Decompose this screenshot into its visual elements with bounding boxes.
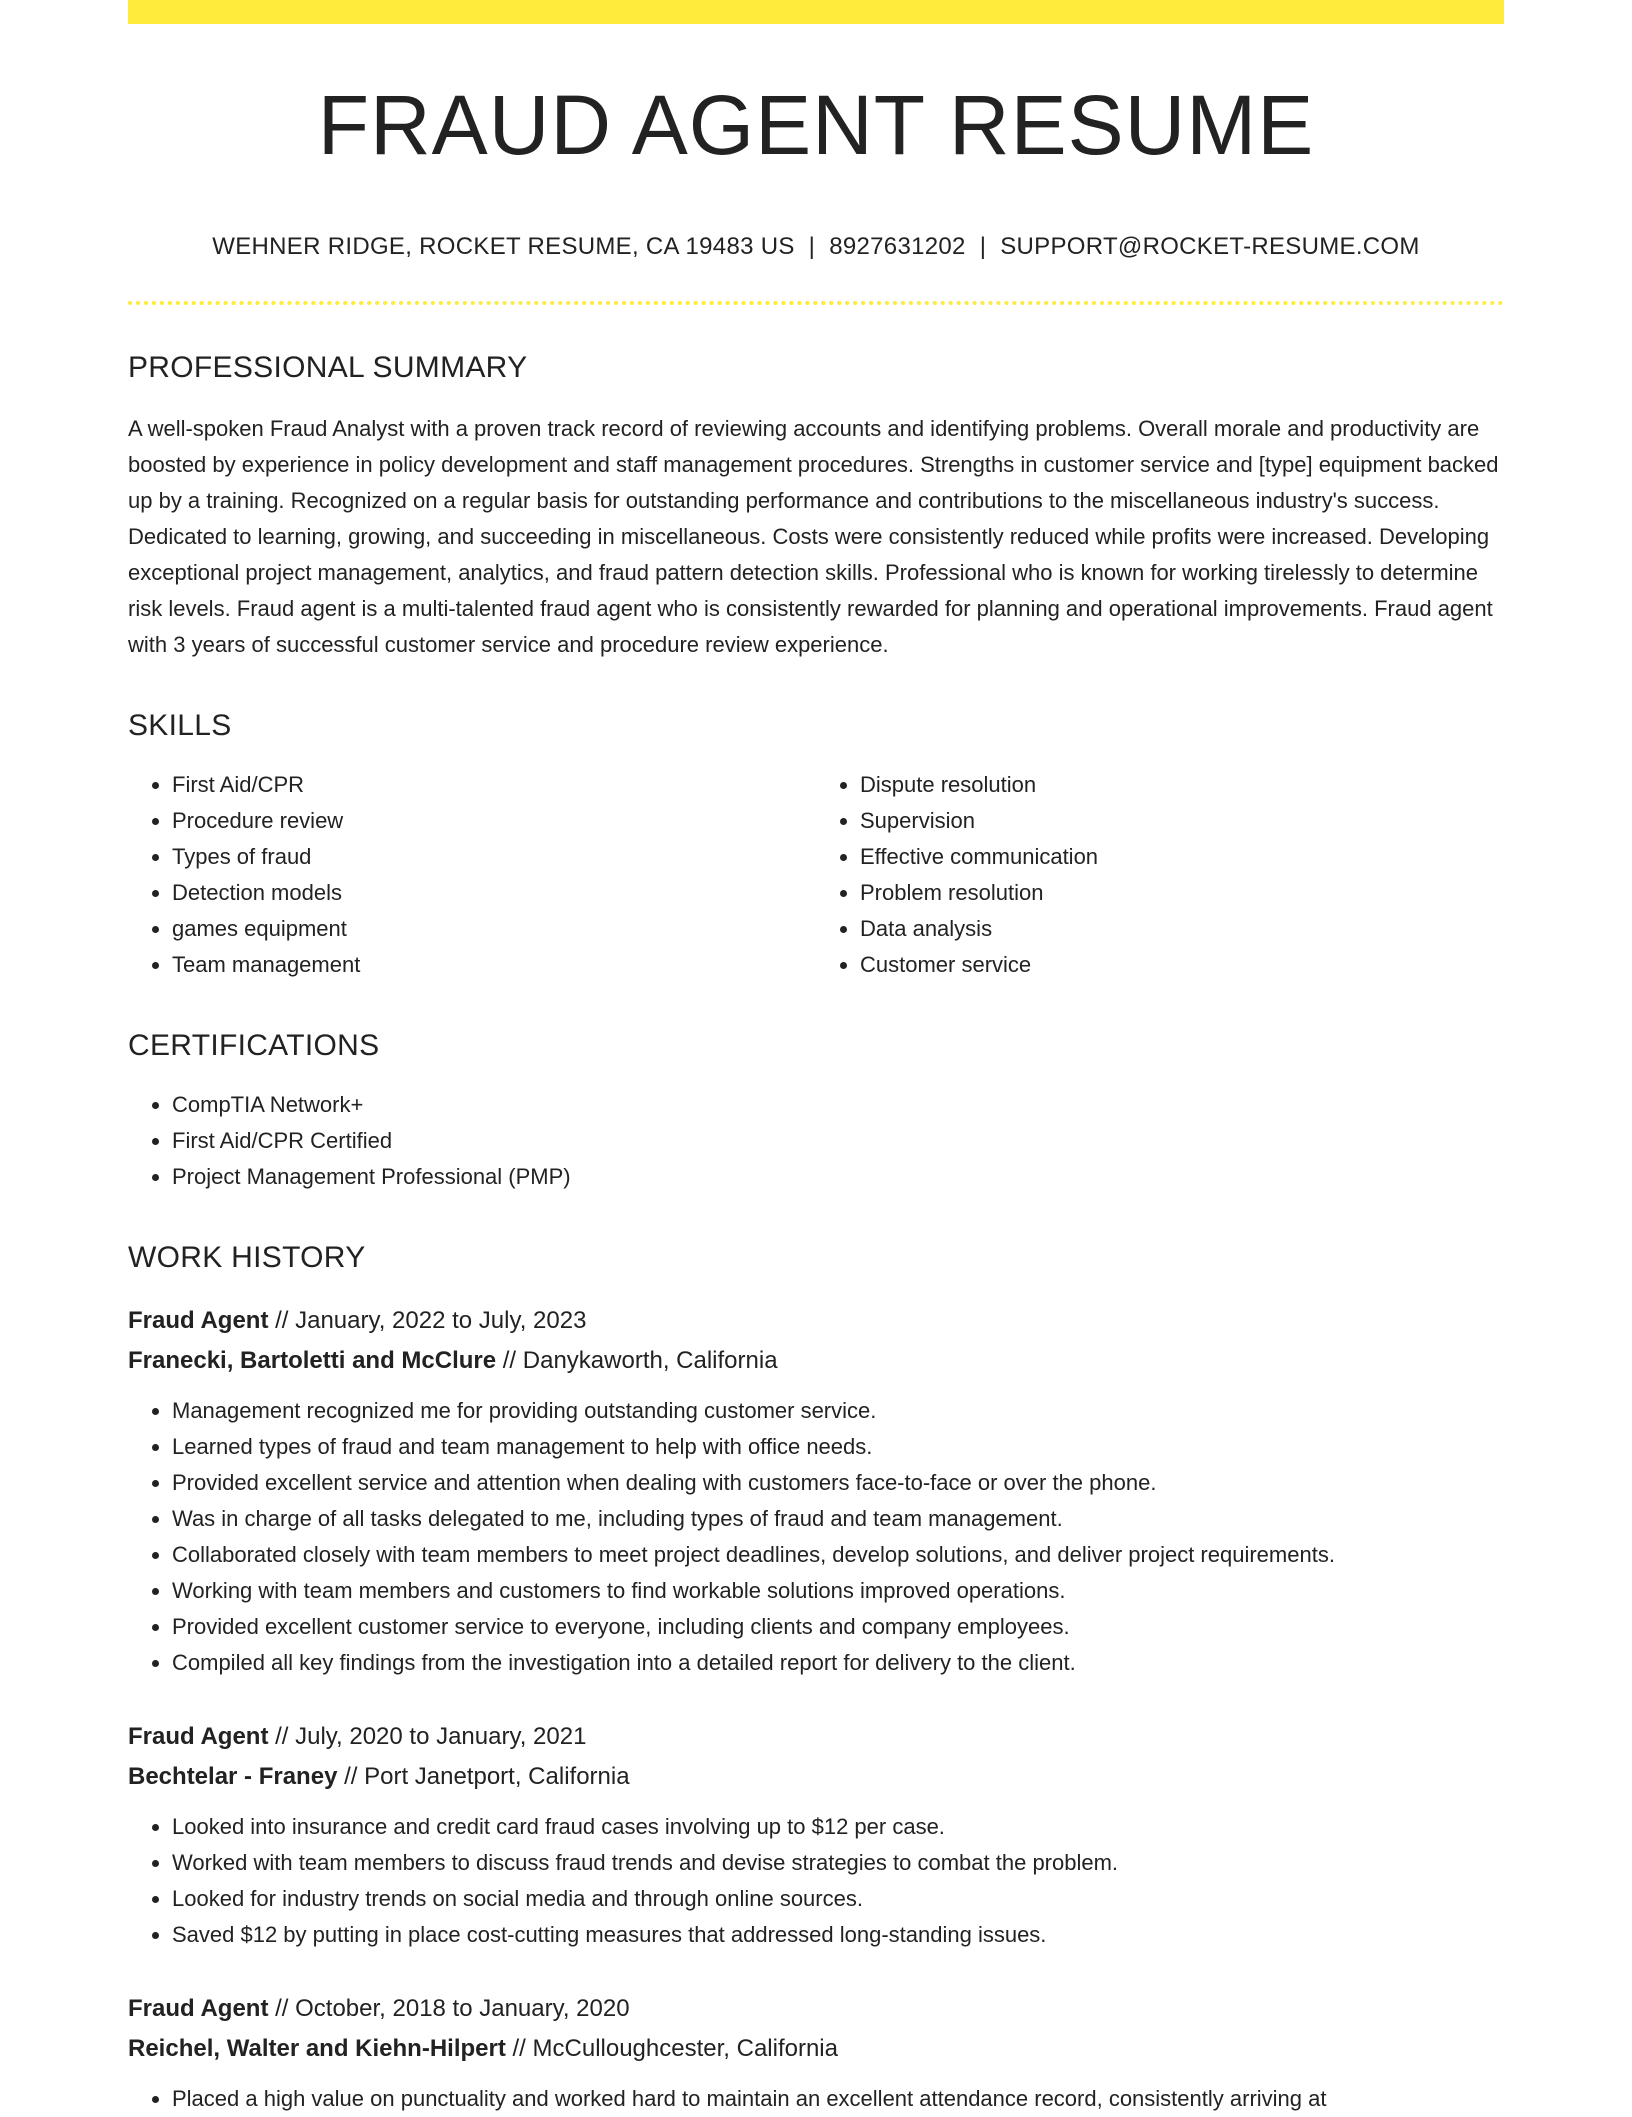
contact-separator: |	[979, 233, 987, 261]
job-bullet: • Provided excellent customer service to everyone, including clients and company employees.	[172, 1609, 1504, 1645]
job-bullet: • Was in charge of all tasks delegated to me, including types of fraud and team management.	[172, 1501, 1504, 1537]
job-title: Fraud Agent	[128, 1995, 269, 2023]
certification-item: • CompTIA Network+	[172, 1087, 1504, 1123]
skill-item: • Team management	[172, 947, 816, 983]
skill-item: • Dispute resolution	[860, 767, 1504, 803]
certification-item: • First Aid/CPR Certified	[172, 1123, 1504, 1159]
job-bullet: • Worked with team members to discuss fraud trends and devise strategies to combat the problem.	[172, 1845, 1504, 1881]
job-dates: // January, 2022 to July, 2023	[268, 1307, 587, 1335]
certifications-list	[128, 1087, 1504, 1195]
job-bullet: • Management recognized me for providing outstanding customer service.	[172, 1393, 1504, 1429]
job-title: Fraud Agent	[128, 1307, 269, 1335]
contact-address: WEHNER RIDGE, ROCKET RESUME, CA 19483 US	[212, 233, 795, 261]
skills-list-right	[816, 767, 1504, 983]
job-bullet: • Collaborated closely with team members to meet project deadlines, develop solutions, and deliver project requirements.	[172, 1537, 1504, 1573]
skill-item: • Types of fraud	[172, 839, 816, 875]
work-history-heading: WORK HISTORY	[128, 1241, 366, 1275]
summary-text: A well-spoken Fraud Analyst with a proven track record of reviewing accounts and identifying problems. Overall morale and productivity are boosted by experience in policy development and staff management procedures. Strengths in customer service and [type] equipment backed up by a training. Recognized on a regular basis for outstanding performance and contributions to the miscellaneous industry's success. Dedicated to learning, growing, and succeeding in miscellaneous. Costs were consistently reduced while profits were increased. Developing exceptional project management, analytics, and fraud pattern detection skills. Professional who is known for working tirelessly to determine risk levels. Fraud agent is a multi-talented fraud agent who is consistently rewarded for planning and operational improvements. Fraud agent with 3 years of successful customer service and procedure review experience.	[128, 416, 1499, 658]
job-title-line	[128, 1717, 1504, 1757]
skills-heading: SKILLS	[128, 709, 232, 743]
job-bullet: • Looked into insurance and credit card fraud cases involving up to $12 per case.	[172, 1809, 1504, 1845]
dotted-divider	[128, 301, 1504, 305]
top-accent-bar	[128, 0, 1504, 24]
certifications-section	[128, 1029, 1504, 1195]
job-title-line	[128, 1301, 1504, 1341]
job-title-line	[128, 1989, 1504, 2029]
contact-separator: |	[808, 233, 816, 261]
job-company: Franecki, Bartoletti and McClure	[128, 1347, 497, 1375]
certification-item: • Project Management Professional (PMP)	[172, 1159, 1504, 1195]
job-company-line	[128, 1757, 1504, 1797]
job-location: // Port Janetport, California	[337, 1763, 630, 1791]
job-company: Bechtelar - Franey	[128, 1763, 338, 1791]
job-company-line	[128, 2029, 1504, 2069]
job-bullet: • Compiled all key findings from the investigation into a detailed report for delivery to the client.	[172, 1645, 1504, 1681]
contact-line	[128, 233, 1504, 261]
skills-list-left	[128, 767, 816, 983]
skill-item: • Data analysis	[860, 911, 1504, 947]
job-bullet: • Working with team members and customers to find workable solutions improved operations.	[172, 1573, 1504, 1609]
job-bullet: • Placed a high value on punctuality and worked hard to maintain an excellent attendance record, consistently arriving at	[172, 2081, 1504, 2117]
work-history-section	[128, 1241, 1504, 2117]
skill-item: • games equipment	[172, 911, 816, 947]
job-location: // McCulloughcester, California	[505, 2035, 838, 2063]
job-dates: // July, 2020 to January, 2021	[268, 1723, 587, 1751]
job-bullet: • Saved $12 by putting in place cost-cutting measures that addressed long-standing issues.	[172, 1917, 1504, 1953]
skills-section	[128, 709, 1504, 983]
contact-email: SUPPORT@ROCKET-RESUME.COM	[1000, 233, 1420, 261]
resume-page	[128, 0, 1504, 2117]
job-entry	[128, 1301, 1504, 1681]
job-bullet: • Looked for industry trends on social media and through online sources.	[172, 1881, 1504, 1917]
job-bullets	[128, 1809, 1504, 1953]
job-bullets	[128, 1393, 1504, 1681]
skill-item: • First Aid/CPR	[172, 767, 816, 803]
job-bullet: • Learned types of fraud and team management to help with office needs.	[172, 1429, 1504, 1465]
skill-item: • Supervision	[860, 803, 1504, 839]
skill-item: • Customer service	[860, 947, 1504, 983]
summary-section	[128, 351, 1504, 663]
job-entry	[128, 1989, 1504, 2117]
resume-title: FRAUD AGENT RESUME	[317, 78, 1315, 172]
job-location: // Danykaworth, California	[496, 1347, 778, 1375]
skill-item: • Effective communication	[860, 839, 1504, 875]
job-company-line	[128, 1341, 1504, 1381]
skill-item: • Problem resolution	[860, 875, 1504, 911]
job-bullet: • Provided excellent service and attention when dealing with customers face-to-face or over the phone.	[172, 1465, 1504, 1501]
job-dates: // October, 2018 to January, 2020	[268, 1995, 630, 2023]
skills-columns	[128, 767, 1504, 983]
job-title: Fraud Agent	[128, 1723, 269, 1751]
job-company: Reichel, Walter and Kiehn-Hilpert	[128, 2035, 506, 2063]
contact-phone: 8927631202	[829, 233, 966, 261]
skill-item: • Detection models	[172, 875, 816, 911]
skill-item: • Procedure review	[172, 803, 816, 839]
summary-heading: PROFESSIONAL SUMMARY	[128, 351, 528, 385]
certifications-heading: CERTIFICATIONS	[128, 1029, 380, 1063]
job-entry	[128, 1717, 1504, 1953]
